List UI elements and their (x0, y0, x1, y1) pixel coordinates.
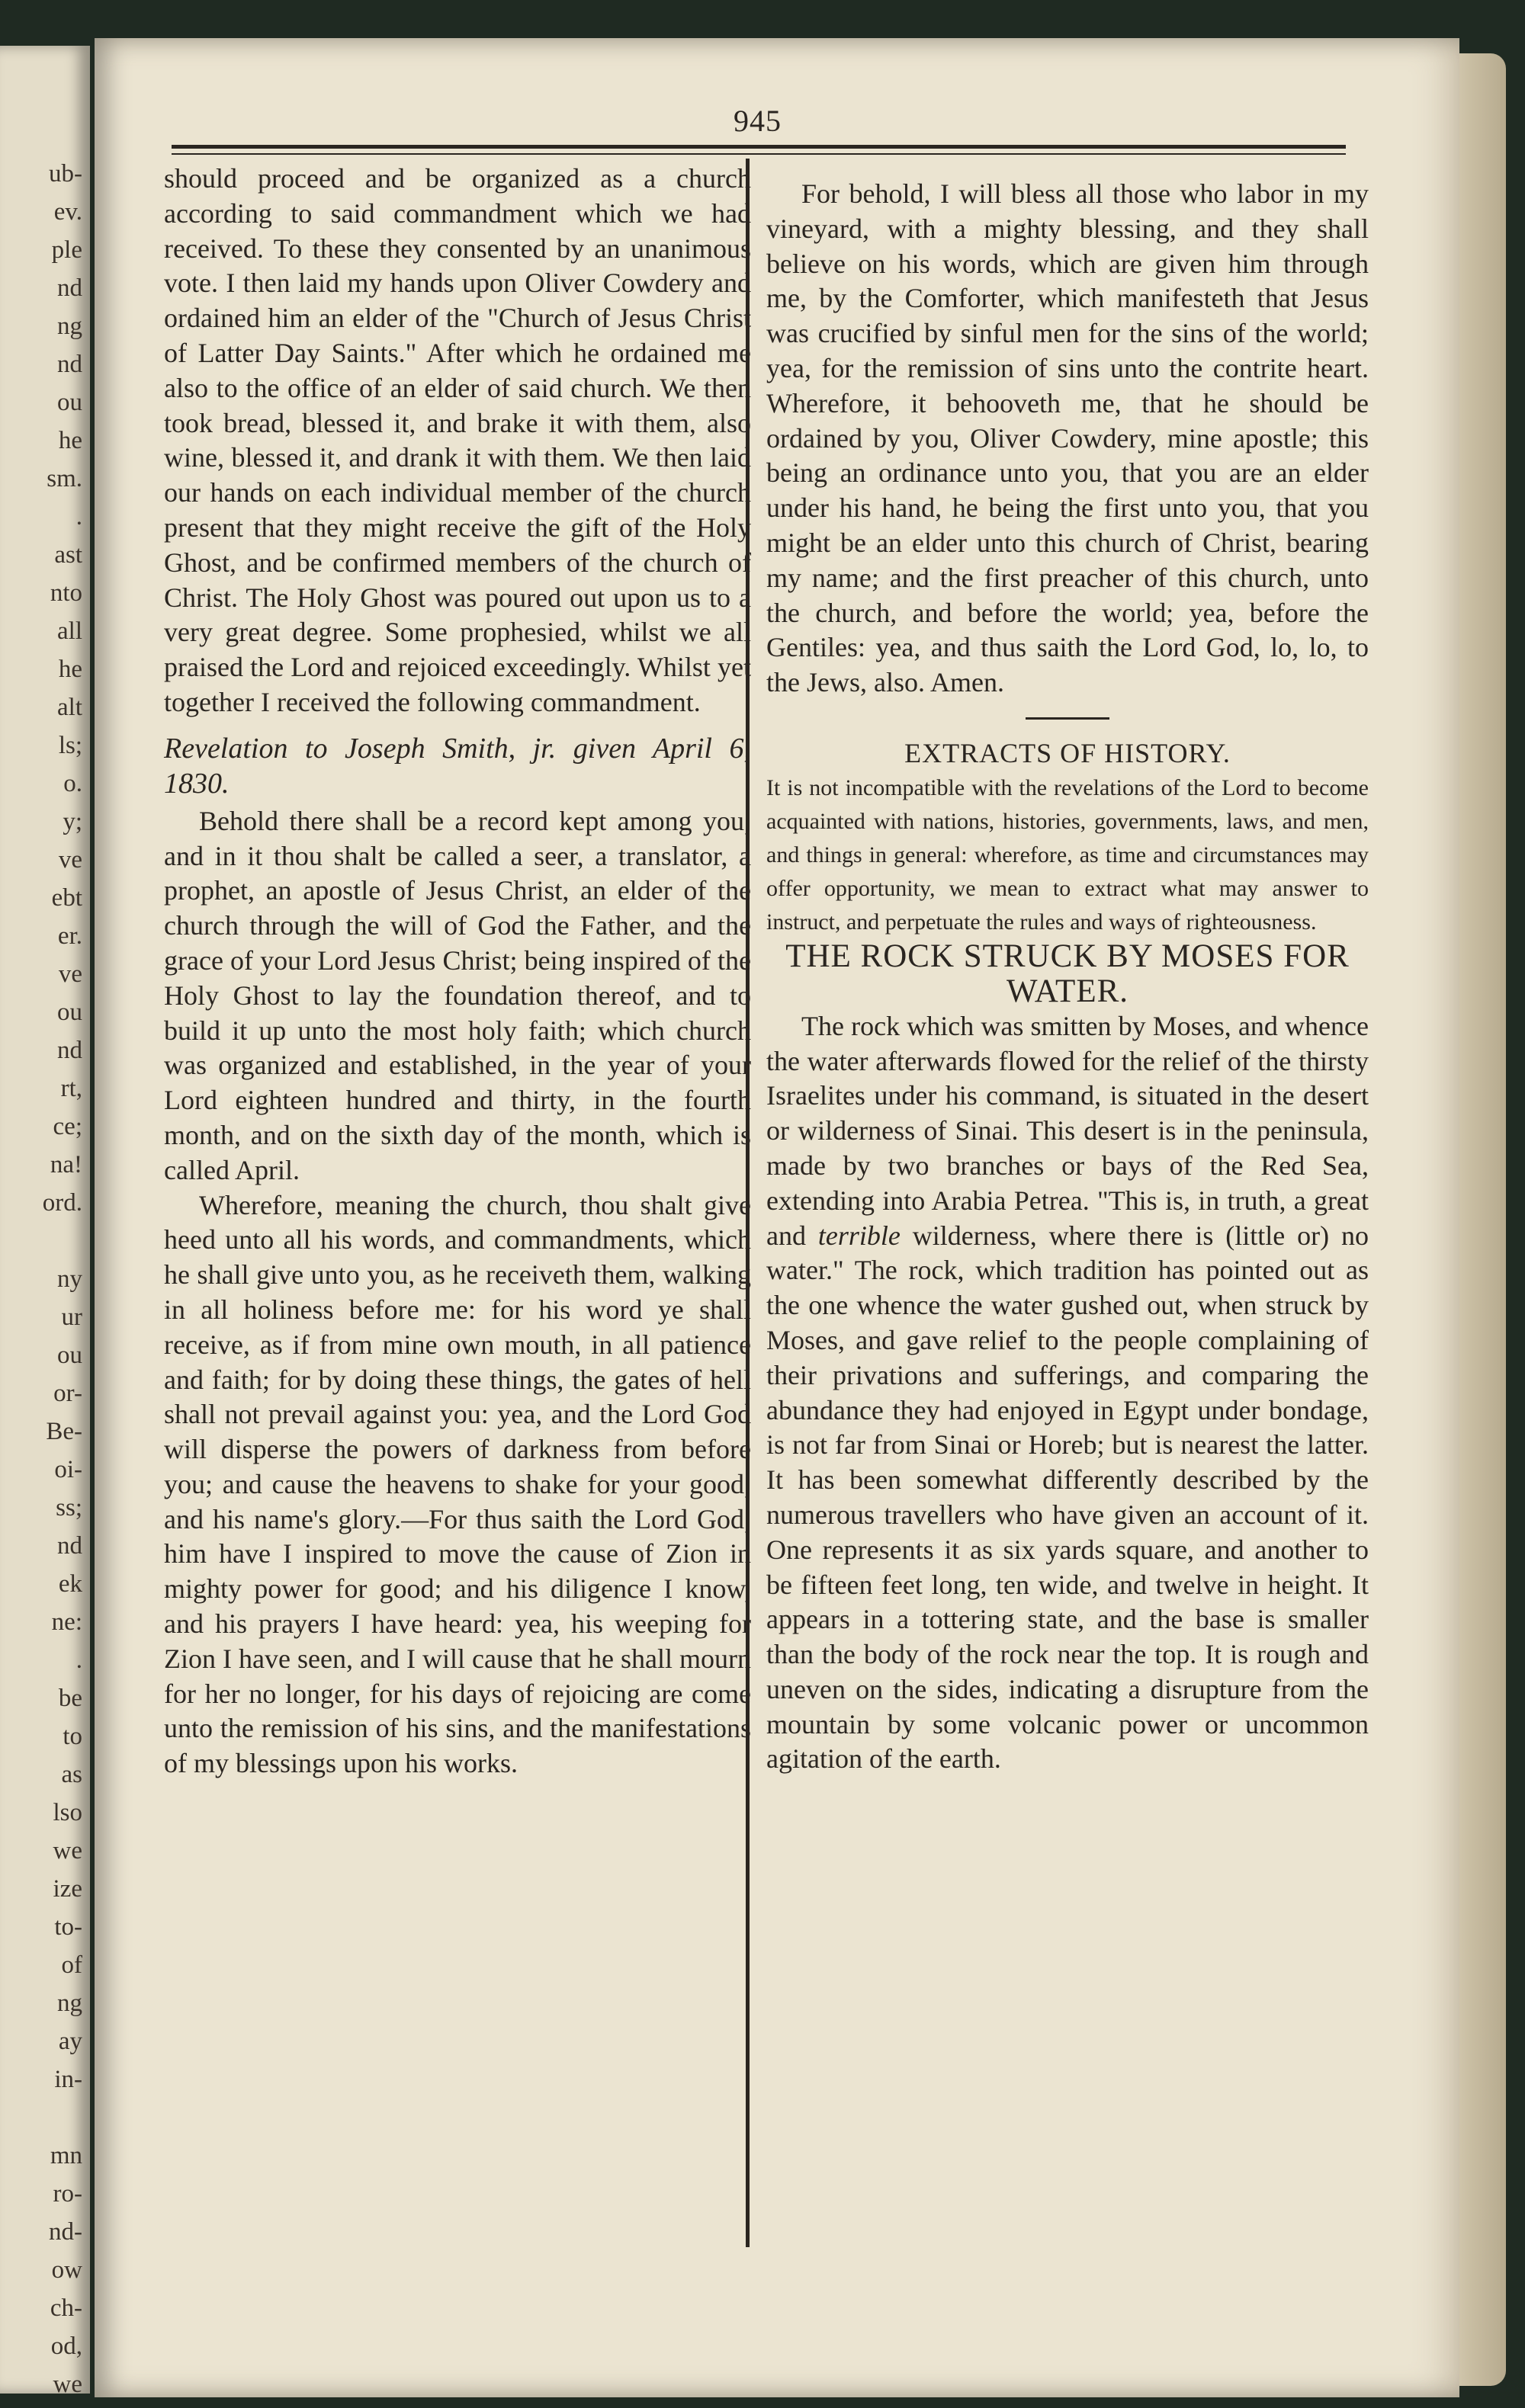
prev-page-fragment: rt, (60, 1075, 82, 1102)
prev-page-fragment: ss; (56, 1494, 82, 1521)
prev-page-fragment: nd (57, 274, 82, 302)
prev-page-fragment: in- (54, 2066, 82, 2093)
prev-page-fragment: ow (51, 2256, 82, 2284)
prev-page-fragment: ng (57, 1990, 82, 2017)
prev-page-fragment: ast (54, 541, 82, 569)
article-paragraph (766, 1009, 1369, 1778)
prev-page-fragment: ub- (49, 160, 82, 188)
prev-page-fragment: as (61, 1761, 82, 1788)
page-number: 945 (734, 104, 782, 138)
right-paragraph-1: For behold, I will bless all those who labor in my vineyard, with a mighty blessing, and they shall believe on his words, which are given him through me, by the Comforter, which manifesteth that Jesus was crucified by sinful men for the sins of the world; yea, for the remission of sins unto the contrite heart. Wherefore, it behooveth me, that he should be ordained by you, Oliver Cowdery, mine apostle; this being an ordinance unto you, that you are an elder under his hand, he being the first unto you, that you might be an elder unto this church of Christ, bearing my name; and the first preacher of this church, unto the church, and before the world; yea, before the Gentiles: yea, and thus saith the Lord God, lo, lo, to the Jews, also. Amen. (766, 178, 1369, 698)
prev-page-fragment: all (57, 617, 82, 645)
prev-page-fragment: y; (63, 808, 82, 835)
prev-page-fragment: ch- (50, 2294, 82, 2322)
prev-page-fragment: ur (61, 1303, 82, 1331)
prev-page-fragment: nd (57, 1037, 82, 1064)
prev-page-fragment: he (58, 656, 82, 683)
prev-page-fragment: nto (50, 579, 82, 607)
header-rule (172, 145, 1346, 155)
prev-page-fragment: ro- (53, 2180, 82, 2208)
prev-page-fragment: ple (51, 236, 82, 264)
prev-page-fragment: od, (50, 2333, 82, 2360)
prev-page-fragment: to- (54, 1913, 82, 1941)
left-paragraph-2: Behold there shall be a record kept among you, and in it thou shalt be called a seer, a translator, a prophet, an apostle of Jesus Christ, an elder of the church through the will of God the Father, and the grace of your Lord Jesus Christ; being inspired of the Holy Ghost to lay the foundation thereof, and to build it up unto the most holy faith; which church was organized and established, in the year of your Lord eighteen hundred and thirty, in the fourth month, and on the sixth day of the month, which is called April. (164, 805, 751, 1185)
extracts-note: It is not incompatible with the revelations of the Lord to become acquainted with nations, histories, governments, laws, and men, and things in general: wherefore, as time and circumstances may offer opportunity, we mean to extract what may answer to instruct, and perpetuate the rules and ways of righteousness. (766, 774, 1369, 935)
article-title: THE ROCK STRUCK BY MOSES FOR WATER. (785, 938, 1350, 1009)
article-text-b: wilderness, where there is (little or) no water." The rock, which tradition has pointed out as the one whence the water gushed out, when struck by Moses, and gave relief to the people complaining of their privations and sufferings, and comparing the abundance they had enjoyed in Egypt under bondage, is not far from Sinai or Horeb; but is nearest the latter. It has been somewhat differently described by the numerous travellers who have given an account of it. One represents it as six yards square, and another to be fifteen feet long, ten wide, and twelve in height. It appears in a tottering state, and the base is smaller than the body of the rock near the top. It is rough and uneven on the sides, indicating a disrupture from the mountain by some volcanic power or uncommon agitation of the earth. (766, 1220, 1369, 1775)
prev-page-fragment: ay (58, 2028, 82, 2055)
left-paragraph-1: should proceed and be organized as a church according to said commandment which we had received. To these they consented by an unanimous vote. I then laid my hands upon Oliver Cowdery and ordained him an elder of the "Church of Jesus Christ of Latter Day Saints." After which he ordained me also to the office of an elder of said church. We then took bread, blessed it, and brake it with them, also wine, blessed it, and drank it with them. We then laid our hands on each individual member of the church present that they might receive the gift of the Holy Ghost, and be confirmed members of the church of Christ. The Holy Ghost was poured out upon us to a very great degree. Some prophesied, whilst we all praised the Lord and rejoiced exceedingly. Whilst yet together I received the following commandment. (164, 163, 751, 717)
left-column (164, 162, 751, 1781)
prev-page-fragment: ou (57, 1342, 82, 1369)
prev-page-fragment: ord. (42, 1189, 82, 1217)
prev-page-fragment: . (75, 503, 82, 531)
prev-page-fragment: nd (57, 1532, 82, 1560)
prev-page-fragment: ebt (51, 884, 82, 912)
prev-page-fragment: ek (58, 1570, 82, 1598)
prev-page-fragment: he (58, 427, 82, 454)
prev-page-fragment: Be- (46, 1418, 82, 1445)
prev-page-fragment: ny (57, 1265, 82, 1293)
section-divider (1026, 717, 1109, 720)
extracts-title: EXTRACTS OF HISTORY. (904, 737, 1231, 768)
article-emphasis: terrible (817, 1220, 901, 1251)
prev-page-fragment: lso (53, 1799, 82, 1826)
prev-page-fragment: we (53, 2371, 82, 2394)
prev-page-fragment: sm. (47, 465, 82, 492)
prev-page-fragment: ve (58, 960, 82, 988)
prev-page-fragment: ce; (53, 1113, 82, 1140)
prev-page-fragment: or- (53, 1380, 82, 1407)
prev-page-fragment: ve (58, 846, 82, 874)
prev-page-fragment: alt (57, 694, 82, 721)
prev-page-fragment: nd (57, 351, 82, 378)
prev-page-fragment: mn (50, 2142, 82, 2169)
prev-page-fragment: ev. (53, 198, 82, 226)
prev-page-fragment: ou (57, 389, 82, 416)
prev-page-fragment: to (63, 1723, 82, 1750)
prev-page-fragment: ize (53, 1875, 82, 1903)
prev-page-fragment: ng (57, 313, 82, 340)
article-text-a: The rock which was smitten by Moses, and whence the water afterwards flowed for the relief of the thirsty Israelites under his command, is situated in the desert or wilderness of Sinai. This desert is in the peninsula, made by two branches or bays of the Red Sea, extending into Arabia Petrea. "This is, in truth, a great and (766, 1010, 1369, 1251)
prev-page-fragment: ne: (51, 1608, 82, 1636)
prev-page-fragment: nd- (49, 2218, 82, 2246)
prev-page-fragment: we (53, 1837, 82, 1865)
left-paragraph-3: Wherefore, meaning the church, thou shalt give heed unto all his words, and commandments, which he shall give unto you, as he receiveth them, walking in all holiness before me: for his word ye shall receive, as if from mine own mouth, in all patience and faith; for by doing these things, the gates of hell shall not prevail against you: yea, and the Lord God will disperse the powers of darkness from before you; and cause the heavens to shake for your good, and his name's glory.—For thus saith the Lord God, him have I inspired to move the cause of Zion in mighty power for good; and his diligence I know, and his prayers I have heard: yea, his weeping for Zion I have seen, and I will cause that he shall mourn for her no longer, for his days of rejoicing are come unto the remission of his sins, and the manifestations of my blessings upon his works. (164, 1189, 751, 1779)
prev-page-fragment: oi- (54, 1456, 82, 1483)
revelation-heading: Revelation to Joseph Smith, jr. given April 6, 1830. (164, 732, 751, 800)
prev-page-fragment: be (58, 1685, 82, 1712)
right-column (766, 177, 1369, 1777)
prev-page-fragment: o. (63, 770, 82, 797)
prev-page-fragment: na! (50, 1151, 82, 1178)
prev-page-fragment: ls; (58, 732, 82, 759)
prev-page-fragment: . (75, 1646, 82, 1674)
prev-page-fragment: of (61, 1951, 82, 1979)
prev-page-fragment: ou (57, 999, 82, 1026)
prev-page-fragment: er. (57, 922, 82, 950)
previous-page-edge (0, 46, 90, 2394)
